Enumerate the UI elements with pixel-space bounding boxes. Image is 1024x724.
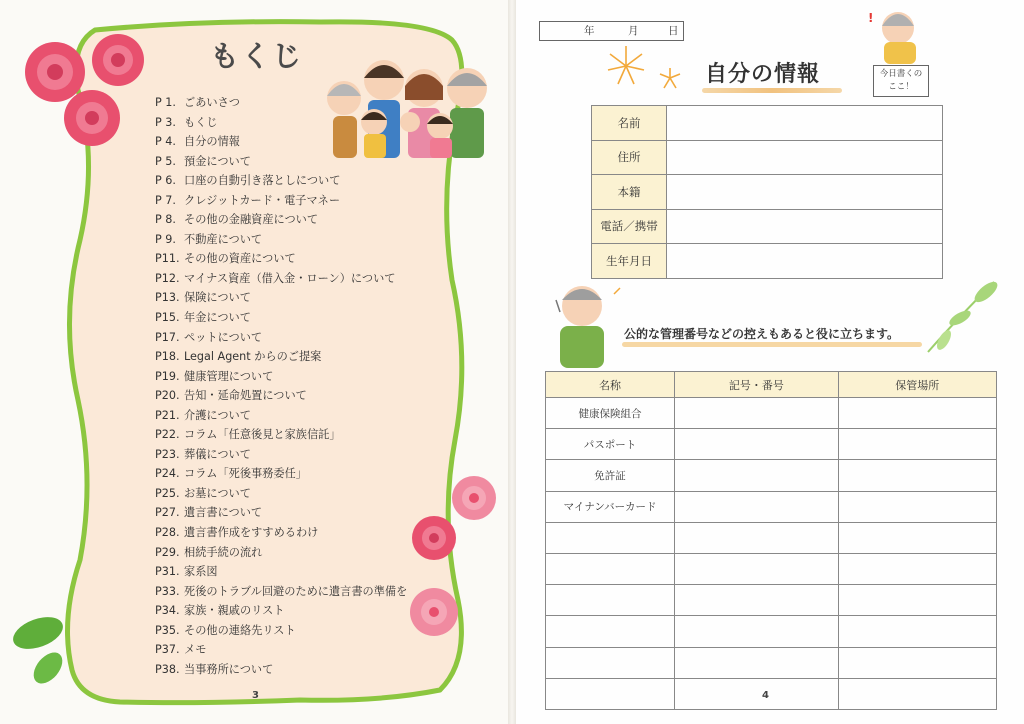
toc-item[interactable] (155, 621, 407, 641)
toc-page-number: P21. (155, 408, 180, 422)
info-input-cell[interactable] (667, 175, 943, 210)
toc-item[interactable] (155, 171, 407, 191)
table-row (546, 429, 997, 460)
toc-item[interactable] (155, 484, 407, 504)
number-cell[interactable] (675, 585, 839, 616)
info-row (592, 106, 943, 141)
storage-location-cell[interactable] (838, 491, 996, 522)
table-row (546, 491, 997, 522)
toc-page-number: P 3. (155, 115, 176, 129)
toc-item[interactable] (155, 328, 407, 348)
toc-page-number: P27. (155, 506, 180, 520)
document-name-cell[interactable]: 健康保険組合 (546, 398, 675, 429)
document-name-cell[interactable] (546, 647, 675, 678)
toc-page-number: P37. (155, 643, 180, 657)
document-name-cell[interactable]: 免許証 (546, 460, 675, 491)
toc-item[interactable] (155, 210, 407, 230)
leaf-branch-decoration (928, 278, 1001, 352)
month-label: 月 (628, 25, 639, 37)
info-label: 電話／携帯 (592, 209, 667, 244)
toc-label: 口座の自動引き落としについて (184, 174, 341, 188)
storage-location-cell[interactable] (838, 429, 996, 460)
toc-label: 相続手続の流れ (184, 545, 263, 559)
toc-label: 家系図 (184, 565, 218, 579)
toc-page-number: P17. (155, 330, 180, 344)
page-number: 3 (252, 690, 259, 701)
info-label: 名前 (592, 106, 667, 141)
grandmother-illustration (868, 11, 916, 64)
toc-label: もくじ (184, 115, 218, 129)
toc-item[interactable] (155, 113, 407, 133)
info-input-cell[interactable] (667, 244, 943, 279)
toc-item[interactable] (155, 601, 407, 621)
info-row (592, 175, 943, 210)
table-row (546, 553, 997, 584)
toc-label: その他の資産について (184, 252, 296, 266)
table-row (546, 616, 997, 647)
personal-info-table (591, 105, 943, 279)
speech-bubble (873, 65, 929, 97)
toc-label: Legal Agent からのご提案 (184, 350, 322, 364)
toc-label: コラム「死後事務委任」 (184, 467, 307, 481)
storage-location-cell[interactable] (838, 522, 996, 553)
toc-page-number: P 8. (155, 213, 176, 227)
right-page (516, 0, 1024, 724)
toc-item[interactable] (155, 640, 407, 660)
leaf-bottom-left (9, 611, 68, 689)
year-label: 年 (584, 25, 595, 37)
document-name-cell[interactable] (546, 678, 675, 709)
note-text: 公的な管理番号などの控えもあると役に立ちます。 (624, 327, 900, 341)
speech-line-2: ここ！ (888, 82, 914, 92)
toc-label: 介護について (184, 408, 251, 422)
toc-label: コラム「任意後見と家族信託」 (184, 428, 341, 442)
toc-page-number: P18. (155, 350, 180, 364)
toc-item[interactable] (155, 230, 407, 250)
toc-item[interactable] (155, 249, 407, 269)
title-underline (702, 88, 842, 93)
toc-page-number: P 4. (155, 135, 176, 149)
sparkle-icon (608, 46, 680, 88)
toc-label: 葬儀について (184, 447, 251, 461)
toc-page-number: P 9. (155, 232, 176, 246)
storage-location-cell[interactable] (838, 647, 996, 678)
toc-item[interactable] (155, 367, 407, 387)
toc-item[interactable] (155, 464, 407, 484)
toc-label: 死後のトラブル回避のために遺言書の準備を (184, 584, 408, 598)
toc-label: ごあいさつ (184, 96, 240, 109)
toc-page-number: P15. (155, 311, 180, 325)
number-cell[interactable] (675, 678, 839, 709)
note-highlight (622, 342, 922, 347)
storage-location-cell[interactable] (838, 678, 996, 709)
table-row (546, 398, 997, 429)
toc-page-number: P31. (155, 565, 180, 579)
table-row (546, 647, 997, 678)
column-header: 保管場所 (838, 372, 996, 398)
number-cell[interactable] (675, 647, 839, 678)
toc-item[interactable] (155, 308, 407, 328)
storage-location-cell[interactable] (838, 553, 996, 584)
table-of-contents (155, 93, 407, 679)
toc-label: 保険について (184, 291, 251, 305)
document-name-cell[interactable]: マイナンバーカード (546, 491, 675, 522)
documents-table (545, 371, 997, 710)
toc-label: 当事務所について (184, 662, 274, 676)
column-header: 記号・番号 (675, 372, 839, 398)
info-row (592, 209, 943, 244)
toc-label: 健康管理について (184, 369, 274, 383)
document-name-cell[interactable] (546, 553, 675, 584)
toc-item[interactable] (155, 191, 407, 211)
toc-label: マイナス資産（借入金・ローン）について (184, 271, 396, 285)
document-name-cell[interactable] (546, 585, 675, 616)
table-row (546, 460, 997, 491)
toc-page-number: P11. (155, 252, 180, 266)
number-cell[interactable] (675, 553, 839, 584)
toc-label: 家族・親戚のリスト (184, 604, 285, 618)
document-name-cell[interactable] (546, 522, 675, 553)
table-row (546, 585, 997, 616)
toc-label: 遺言書作成をすすめるわけ (184, 526, 319, 540)
toc-label: その他の金融資産について (184, 213, 319, 227)
grandfather-illustration (556, 286, 620, 368)
info-label: 住所 (592, 140, 667, 175)
info-label: 生年月日 (592, 244, 667, 279)
day-label: 日 (668, 25, 679, 37)
section-title: 自分の情報 (705, 61, 821, 87)
toc-page-number: P20. (155, 389, 180, 403)
toc-item[interactable] (155, 445, 407, 465)
storage-location-cell[interactable] (838, 398, 996, 429)
info-input-cell[interactable] (667, 140, 943, 175)
number-cell[interactable] (675, 429, 839, 460)
toc-item[interactable] (155, 347, 407, 367)
number-cell[interactable] (675, 398, 839, 429)
toc-item[interactable] (155, 288, 407, 308)
table-row (546, 678, 997, 709)
toc-item[interactable] (155, 132, 407, 152)
svg-text:!: ! (868, 11, 874, 25)
toc-page-number: P13. (155, 291, 180, 305)
toc-label: 年金について (184, 311, 251, 325)
storage-location-cell[interactable] (838, 460, 996, 491)
number-cell[interactable] (675, 460, 839, 491)
number-cell[interactable] (675, 522, 839, 553)
toc-page-number: P38. (155, 662, 180, 676)
toc-label: ペットについて (184, 330, 263, 344)
toc-item[interactable] (155, 543, 407, 563)
book-gutter (508, 0, 516, 724)
info-input-cell[interactable] (667, 209, 943, 244)
toc-item[interactable] (155, 386, 407, 406)
toc-page-number: P 7. (155, 193, 176, 207)
info-row (592, 140, 943, 175)
toc-page-number: P34. (155, 604, 180, 618)
toc-label: 自分の情報 (184, 135, 240, 149)
page-number: 4 (762, 690, 769, 701)
toc-item[interactable] (155, 406, 407, 426)
storage-location-cell[interactable] (838, 585, 996, 616)
toc-page-number: P22. (155, 428, 180, 442)
column-header: 名称 (546, 372, 675, 398)
toc-item[interactable] (155, 152, 407, 172)
toc-page-number: P 1. (155, 96, 176, 109)
toc-page-number: P 6. (155, 174, 176, 188)
table-row (546, 522, 997, 553)
toc-page-number: P33. (155, 584, 180, 598)
toc-item[interactable] (155, 523, 407, 543)
toc-title: もくじ (210, 39, 304, 73)
toc-label: お墓について (184, 486, 251, 500)
info-label: 本籍 (592, 175, 667, 210)
number-cell[interactable] (675, 491, 839, 522)
document-name-cell[interactable]: パスポート (546, 429, 675, 460)
toc-page-number: P19. (155, 369, 180, 383)
toc-page-number: P25. (155, 486, 180, 500)
toc-item[interactable] (155, 660, 407, 680)
info-input-cell[interactable] (667, 106, 943, 141)
toc-item[interactable] (155, 562, 407, 582)
toc-page-number: P12. (155, 271, 180, 285)
toc-label: 遺言書について (184, 506, 263, 520)
toc-page-number: P23. (155, 447, 180, 461)
toc-page-number: P24. (155, 467, 180, 481)
toc-label: 告知・延命処置について (184, 389, 307, 403)
storage-location-cell[interactable] (838, 616, 996, 647)
toc-item[interactable] (155, 93, 407, 113)
toc-label: 不動産について (184, 232, 263, 246)
toc-item[interactable] (155, 582, 407, 602)
toc-label: 預金について (184, 154, 251, 168)
document-name-cell[interactable] (546, 616, 675, 647)
left-page (0, 0, 508, 724)
toc-label: メモ (184, 643, 207, 657)
speech-line-1: 今日書くの (879, 69, 923, 79)
number-cell[interactable] (675, 616, 839, 647)
toc-label: クレジットカード・電子マネー (184, 193, 341, 207)
toc-page-number: P 5. (155, 154, 176, 168)
toc-page-number: P35. (155, 623, 180, 637)
toc-page-number: P29. (155, 545, 180, 559)
toc-item[interactable] (155, 425, 407, 445)
toc-page-number: P28. (155, 526, 180, 540)
info-row (592, 244, 943, 279)
toc-label: その他の連絡先リスト (184, 623, 296, 637)
toc-item[interactable] (155, 503, 407, 523)
toc-item[interactable] (155, 269, 407, 289)
